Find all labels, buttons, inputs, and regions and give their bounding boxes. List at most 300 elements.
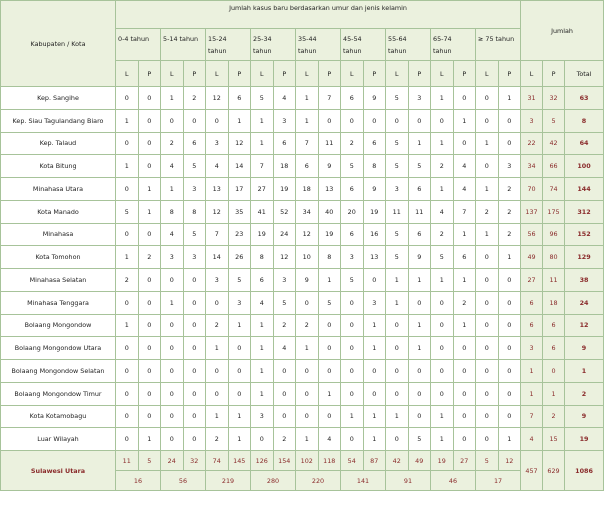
case-count-cell: 0 <box>138 269 161 292</box>
sex-l-header: L <box>341 61 364 87</box>
region-name: Kep. Sangihe <box>1 87 116 110</box>
case-count-cell: 2 <box>341 132 364 155</box>
case-count-cell: 0 <box>183 360 206 383</box>
table-row <box>1 269 604 292</box>
case-count-cell: 0 <box>138 382 161 405</box>
case-count-cell: 0 <box>273 360 296 383</box>
case-count-cell: 0 <box>116 337 139 360</box>
sex-p-header: P <box>183 61 206 87</box>
case-count-cell: 2 <box>431 155 454 178</box>
age-group-unit: tahun <box>388 46 407 55</box>
jumlah-l-cell: 3 <box>521 337 543 360</box>
age-group-header <box>341 29 386 61</box>
case-count-cell: 7 <box>206 223 229 246</box>
case-count-cell: 35 <box>228 200 251 223</box>
age-group-total-cell: 219 <box>206 471 251 491</box>
sex-l-header: L <box>251 61 274 87</box>
total-cell: 100 <box>565 155 604 178</box>
case-count-cell: 0 <box>476 109 499 132</box>
case-count-cell: 19 <box>318 223 341 246</box>
case-count-cell: 1 <box>138 200 161 223</box>
case-count-cell: 0 <box>183 337 206 360</box>
sex-p-header: P <box>228 61 251 87</box>
case-count-cell: 2 <box>431 223 454 246</box>
age-group-label: 5-14 tahun <box>163 34 199 43</box>
age-group-header <box>296 29 341 61</box>
case-count-cell: 8 <box>161 200 184 223</box>
case-count-cell: 4 <box>161 223 184 246</box>
case-count-cell: 0 <box>476 337 499 360</box>
case-count-cell: 1 <box>431 269 454 292</box>
case-count-cell: 3 <box>161 246 184 269</box>
case-count-cell: 0 <box>363 109 386 132</box>
total-cell: 312 <box>565 200 604 223</box>
table-row <box>1 178 604 201</box>
case-count-cell: 2 <box>138 246 161 269</box>
case-count-cell: 5 <box>116 200 139 223</box>
table-row <box>1 360 604 383</box>
table-row <box>1 291 604 314</box>
case-count-cell: 20 <box>341 200 364 223</box>
age-group-header <box>431 29 476 61</box>
jumlah-p-cell: 0 <box>543 360 565 383</box>
case-count-cell: 0 <box>498 405 521 428</box>
case-count-cell: 0 <box>116 360 139 383</box>
summary-total: 1086 <box>565 451 604 491</box>
case-count-cell: 0 <box>206 360 229 383</box>
case-count-cell: 0 <box>138 314 161 337</box>
age-group-total-cell: 46 <box>431 471 476 491</box>
case-count-cell: 13 <box>206 178 229 201</box>
region-name: Minahasa Utara <box>1 178 116 201</box>
case-count-cell: 1 <box>431 87 454 110</box>
case-count-cell: 0 <box>408 109 431 132</box>
case-count-cell: 0 <box>386 360 409 383</box>
case-count-cell: 0 <box>138 132 161 155</box>
table-row <box>1 337 604 360</box>
case-count-cell: 6 <box>341 223 364 246</box>
case-count-cell: 0 <box>341 291 364 314</box>
age-group-total-cell: 141 <box>341 471 386 491</box>
case-count-cell: 1 <box>363 428 386 451</box>
sex-p-header: P <box>138 61 161 87</box>
table-row <box>1 223 604 246</box>
case-count-cell: 1 <box>386 269 409 292</box>
case-count-cell: 40 <box>318 200 341 223</box>
case-count-cell: 0 <box>498 269 521 292</box>
region-name: Minahasa <box>1 223 116 246</box>
case-count-cell: 0 <box>183 405 206 428</box>
case-count-cell: 2 <box>498 178 521 201</box>
case-count-cell: 0 <box>386 337 409 360</box>
case-count-cell: 7 <box>453 200 476 223</box>
case-count-cell: 17 <box>228 178 251 201</box>
case-count-cell: 3 <box>498 155 521 178</box>
case-count-cell: 5 <box>386 246 409 269</box>
table-row <box>1 314 604 337</box>
case-count-cell: 19 <box>363 200 386 223</box>
case-count-cell: 1 <box>251 360 274 383</box>
summary-row <box>1 451 604 471</box>
sex-p-header: P <box>273 61 296 87</box>
jumlah-p-cell: 175 <box>543 200 565 223</box>
case-count-cell: 1 <box>476 223 499 246</box>
case-count-cell: 0 <box>453 132 476 155</box>
summary-count-cell: 87 <box>363 451 386 471</box>
case-count-cell: 1 <box>206 337 229 360</box>
case-count-cell: 3 <box>273 109 296 132</box>
case-count-cell: 1 <box>408 132 431 155</box>
case-count-cell: 4 <box>161 155 184 178</box>
jumlah-l-cell: 56 <box>521 223 543 246</box>
jumlah-l-cell: 31 <box>521 87 543 110</box>
case-count-cell: 5 <box>318 291 341 314</box>
age-group-unit: tahun <box>343 46 362 55</box>
case-count-cell: 1 <box>453 109 476 132</box>
case-count-cell: 6 <box>408 223 431 246</box>
age-group-label: 15-24 <box>208 34 227 43</box>
sex-p-header: P <box>543 61 565 87</box>
age-group-unit: tahun <box>298 46 317 55</box>
case-count-cell: 1 <box>386 405 409 428</box>
summary-count-cell: 145 <box>228 451 251 471</box>
case-count-cell: 13 <box>318 178 341 201</box>
case-count-cell: 0 <box>296 291 319 314</box>
age-group-header <box>476 29 521 61</box>
case-count-cell: 0 <box>476 360 499 383</box>
age-group-unit: tahun <box>208 46 227 55</box>
case-count-cell: 1 <box>116 246 139 269</box>
region-name: Bolaang Mongondow <box>1 314 116 337</box>
case-count-cell: 2 <box>273 314 296 337</box>
sex-l-header: L <box>386 61 409 87</box>
case-count-cell: 0 <box>273 405 296 428</box>
case-count-cell: 0 <box>453 405 476 428</box>
case-count-cell: 2 <box>206 428 229 451</box>
case-count-cell: 0 <box>138 109 161 132</box>
case-count-cell: 1 <box>161 291 184 314</box>
case-count-cell: 6 <box>296 155 319 178</box>
case-count-cell: 4 <box>453 155 476 178</box>
summary-count-cell: 5 <box>138 451 161 471</box>
case-count-cell: 52 <box>273 200 296 223</box>
age-group-label: 65-74 <box>433 34 452 43</box>
total-cell: 19 <box>565 428 604 451</box>
case-count-cell: 3 <box>273 269 296 292</box>
case-count-cell: 0 <box>116 132 139 155</box>
case-count-cell: 24 <box>273 223 296 246</box>
case-count-cell: 0 <box>116 428 139 451</box>
summary-count-cell: 54 <box>341 451 364 471</box>
case-count-cell: 0 <box>431 291 454 314</box>
jumlah-l-cell: 6 <box>521 291 543 314</box>
case-count-cell: 0 <box>116 223 139 246</box>
case-count-cell: 0 <box>138 155 161 178</box>
age-group-label: 35-44 <box>298 34 317 43</box>
case-count-cell: 0 <box>228 360 251 383</box>
case-count-cell: 0 <box>476 382 499 405</box>
jumlah-l-cell: 3 <box>521 109 543 132</box>
case-count-cell: 0 <box>228 382 251 405</box>
case-count-cell: 2 <box>183 87 206 110</box>
case-count-cell: 0 <box>498 382 521 405</box>
case-count-cell: 0 <box>363 382 386 405</box>
case-count-cell: 0 <box>116 382 139 405</box>
case-count-cell: 0 <box>341 428 364 451</box>
case-count-cell: 6 <box>273 132 296 155</box>
case-count-cell: 0 <box>138 360 161 383</box>
case-count-cell: 2 <box>296 314 319 337</box>
case-count-cell: 6 <box>183 132 206 155</box>
case-count-cell: 4 <box>431 200 454 223</box>
case-count-cell: 0 <box>138 87 161 110</box>
case-count-cell: 0 <box>161 314 184 337</box>
jumlah-p-cell: 5 <box>543 109 565 132</box>
case-count-cell: 0 <box>251 428 274 451</box>
case-count-cell: 2 <box>161 132 184 155</box>
jumlah-p-cell: 74 <box>543 178 565 201</box>
case-count-cell: 0 <box>453 382 476 405</box>
case-count-cell: 5 <box>431 246 454 269</box>
sex-p-header: P <box>363 61 386 87</box>
jumlah-l-cell: 22 <box>521 132 543 155</box>
total-cell: 129 <box>565 246 604 269</box>
case-count-cell: 2 <box>206 314 229 337</box>
case-count-cell: 0 <box>341 314 364 337</box>
jumlah-l-cell: 1 <box>521 382 543 405</box>
table-row <box>1 382 604 405</box>
case-count-cell: 14 <box>206 246 229 269</box>
case-count-cell: 1 <box>498 246 521 269</box>
table-row <box>1 109 604 132</box>
case-count-cell: 0 <box>318 337 341 360</box>
case-count-cell: 0 <box>476 291 499 314</box>
case-count-cell: 1 <box>341 405 364 428</box>
case-count-cell: 7 <box>251 155 274 178</box>
total-cell: 144 <box>565 178 604 201</box>
table-row <box>1 155 604 178</box>
case-count-cell: 5 <box>408 428 431 451</box>
age-group-label: 45-54 <box>343 34 362 43</box>
case-count-cell: 6 <box>363 132 386 155</box>
case-count-cell: 9 <box>296 269 319 292</box>
case-count-cell: 4 <box>206 155 229 178</box>
case-count-cell: 0 <box>161 360 184 383</box>
case-count-cell: 5 <box>228 269 251 292</box>
summary-count-cell: 32 <box>183 451 206 471</box>
table-row <box>1 428 604 451</box>
case-count-cell: 0 <box>408 382 431 405</box>
case-count-cell: 0 <box>363 360 386 383</box>
case-count-cell: 0 <box>161 428 184 451</box>
jumlah-p-cell: 15 <box>543 428 565 451</box>
summary-count-cell: 118 <box>318 451 341 471</box>
jumlah-l-cell: 4 <box>521 428 543 451</box>
case-count-cell: 0 <box>476 405 499 428</box>
jumlah-p-cell: 80 <box>543 246 565 269</box>
case-count-cell: 4 <box>273 87 296 110</box>
case-count-cell: 18 <box>296 178 319 201</box>
age-group-unit <box>118 46 160 57</box>
case-count-cell: 7 <box>318 87 341 110</box>
region-name: Minahasa Tenggara <box>1 291 116 314</box>
case-count-cell: 27 <box>251 178 274 201</box>
case-count-cell: 1 <box>431 132 454 155</box>
sex-p-header: P <box>453 61 476 87</box>
case-count-cell: 1 <box>251 314 274 337</box>
case-count-cell: 0 <box>183 428 206 451</box>
case-count-cell: 4 <box>251 291 274 314</box>
case-count-cell: 0 <box>341 109 364 132</box>
case-count-cell: 34 <box>296 200 319 223</box>
case-count-cell: 0 <box>386 314 409 337</box>
region-name: Kota Tomohon <box>1 246 116 269</box>
case-count-cell: 9 <box>318 155 341 178</box>
case-count-cell: 0 <box>318 360 341 383</box>
age-group-header <box>386 29 431 61</box>
age-group-unit <box>478 46 520 57</box>
jumlah-p-cell: 66 <box>543 155 565 178</box>
summary-count-cell: 49 <box>408 451 431 471</box>
case-count-cell: 8 <box>183 200 206 223</box>
case-count-cell: 3 <box>183 178 206 201</box>
sex-l-header: L <box>206 61 229 87</box>
case-count-cell: 11 <box>318 132 341 155</box>
sex-p-header: P <box>498 61 521 87</box>
jumlah-p-cell: 6 <box>543 337 565 360</box>
summary-count-cell: 11 <box>116 451 139 471</box>
case-count-cell: 0 <box>431 360 454 383</box>
jumlah-l-cell: 137 <box>521 200 543 223</box>
total-cell: 9 <box>565 337 604 360</box>
case-count-cell: 0 <box>476 269 499 292</box>
case-count-cell: 1 <box>408 314 431 337</box>
age-group-label: 25-34 <box>253 34 272 43</box>
case-count-cell: 5 <box>341 269 364 292</box>
case-count-cell: 1 <box>251 337 274 360</box>
case-count-cell: 1 <box>251 132 274 155</box>
case-count-cell: 2 <box>453 291 476 314</box>
case-count-cell: 0 <box>431 337 454 360</box>
case-count-cell: 13 <box>363 246 386 269</box>
case-count-cell: 9 <box>408 246 431 269</box>
age-group-unit: tahun <box>253 46 272 55</box>
summary-count-cell: 102 <box>296 451 319 471</box>
case-count-cell: 11 <box>408 200 431 223</box>
case-count-cell: 12 <box>228 132 251 155</box>
case-count-cell: 0 <box>453 360 476 383</box>
total-cell: 64 <box>565 132 604 155</box>
case-count-cell: 0 <box>341 360 364 383</box>
case-count-cell: 1 <box>116 155 139 178</box>
case-count-cell: 10 <box>296 246 319 269</box>
summary-count-cell: 74 <box>206 451 229 471</box>
case-count-cell: 0 <box>476 428 499 451</box>
case-count-cell: 8 <box>363 155 386 178</box>
case-count-cell: 0 <box>228 337 251 360</box>
case-count-cell: 0 <box>431 382 454 405</box>
case-count-cell: 0 <box>116 405 139 428</box>
case-count-cell: 0 <box>161 269 184 292</box>
case-count-cell: 3 <box>206 269 229 292</box>
case-count-cell: 26 <box>228 246 251 269</box>
case-count-cell: 1 <box>228 314 251 337</box>
case-count-cell: 0 <box>183 269 206 292</box>
age-group-unit <box>163 46 205 57</box>
case-count-cell: 3 <box>363 291 386 314</box>
sex-l-header: L <box>161 61 184 87</box>
case-count-cell: 5 <box>386 223 409 246</box>
age-group-label: ≥ 75 tahun <box>478 34 515 43</box>
case-count-cell: 3 <box>341 246 364 269</box>
region-name: Kota Manado <box>1 200 116 223</box>
case-count-cell: 1 <box>476 132 499 155</box>
case-count-cell: 3 <box>206 132 229 155</box>
case-count-cell: 1 <box>296 337 319 360</box>
age-group-total-cell: 56 <box>161 471 206 491</box>
age-group-label: 0-4 tahun <box>118 34 150 43</box>
case-count-cell: 0 <box>476 155 499 178</box>
age-group-total-cell: 220 <box>296 471 341 491</box>
total-cell: 152 <box>565 223 604 246</box>
case-count-cell: 5 <box>386 155 409 178</box>
total-cell: 1 <box>565 360 604 383</box>
case-count-cell: 0 <box>116 291 139 314</box>
case-count-cell: 0 <box>498 291 521 314</box>
case-count-cell: 0 <box>183 291 206 314</box>
jumlah-p-cell: 96 <box>543 223 565 246</box>
total-cell: 12 <box>565 314 604 337</box>
case-count-cell: 7 <box>296 132 319 155</box>
case-count-cell: 0 <box>498 360 521 383</box>
case-count-cell: 1 <box>363 314 386 337</box>
header-row-title <box>1 1 604 29</box>
summary-count-cell: 42 <box>386 451 409 471</box>
case-count-cell: 0 <box>408 291 431 314</box>
case-count-cell: 0 <box>386 428 409 451</box>
case-count-cell: 1 <box>138 178 161 201</box>
case-count-cell: 0 <box>161 382 184 405</box>
age-group-header <box>206 29 251 61</box>
case-count-cell: 0 <box>318 405 341 428</box>
case-count-cell: 0 <box>431 109 454 132</box>
case-count-cell: 0 <box>363 269 386 292</box>
case-count-cell: 5 <box>386 87 409 110</box>
case-count-cell: 1 <box>161 87 184 110</box>
case-count-cell: 6 <box>341 87 364 110</box>
table-row <box>1 132 604 155</box>
jumlah-p-cell: 42 <box>543 132 565 155</box>
case-count-cell: 1 <box>386 291 409 314</box>
case-count-cell: 0 <box>453 337 476 360</box>
case-count-cell: 5 <box>408 155 431 178</box>
summary-count-cell: 12 <box>498 451 521 471</box>
case-count-cell: 0 <box>318 314 341 337</box>
table-row <box>1 405 604 428</box>
case-count-cell: 1 <box>228 109 251 132</box>
case-count-cell: 1 <box>296 109 319 132</box>
total-header: Total <box>565 61 604 87</box>
case-count-cell: 0 <box>431 314 454 337</box>
age-group-total-cell: 280 <box>251 471 296 491</box>
case-count-cell: 0 <box>161 405 184 428</box>
case-count-cell: 1 <box>363 405 386 428</box>
summary-count-cell: 5 <box>476 451 499 471</box>
case-count-cell: 1 <box>431 178 454 201</box>
case-count-cell: 0 <box>161 337 184 360</box>
case-count-cell: 1 <box>453 223 476 246</box>
case-count-cell: 0 <box>273 382 296 405</box>
